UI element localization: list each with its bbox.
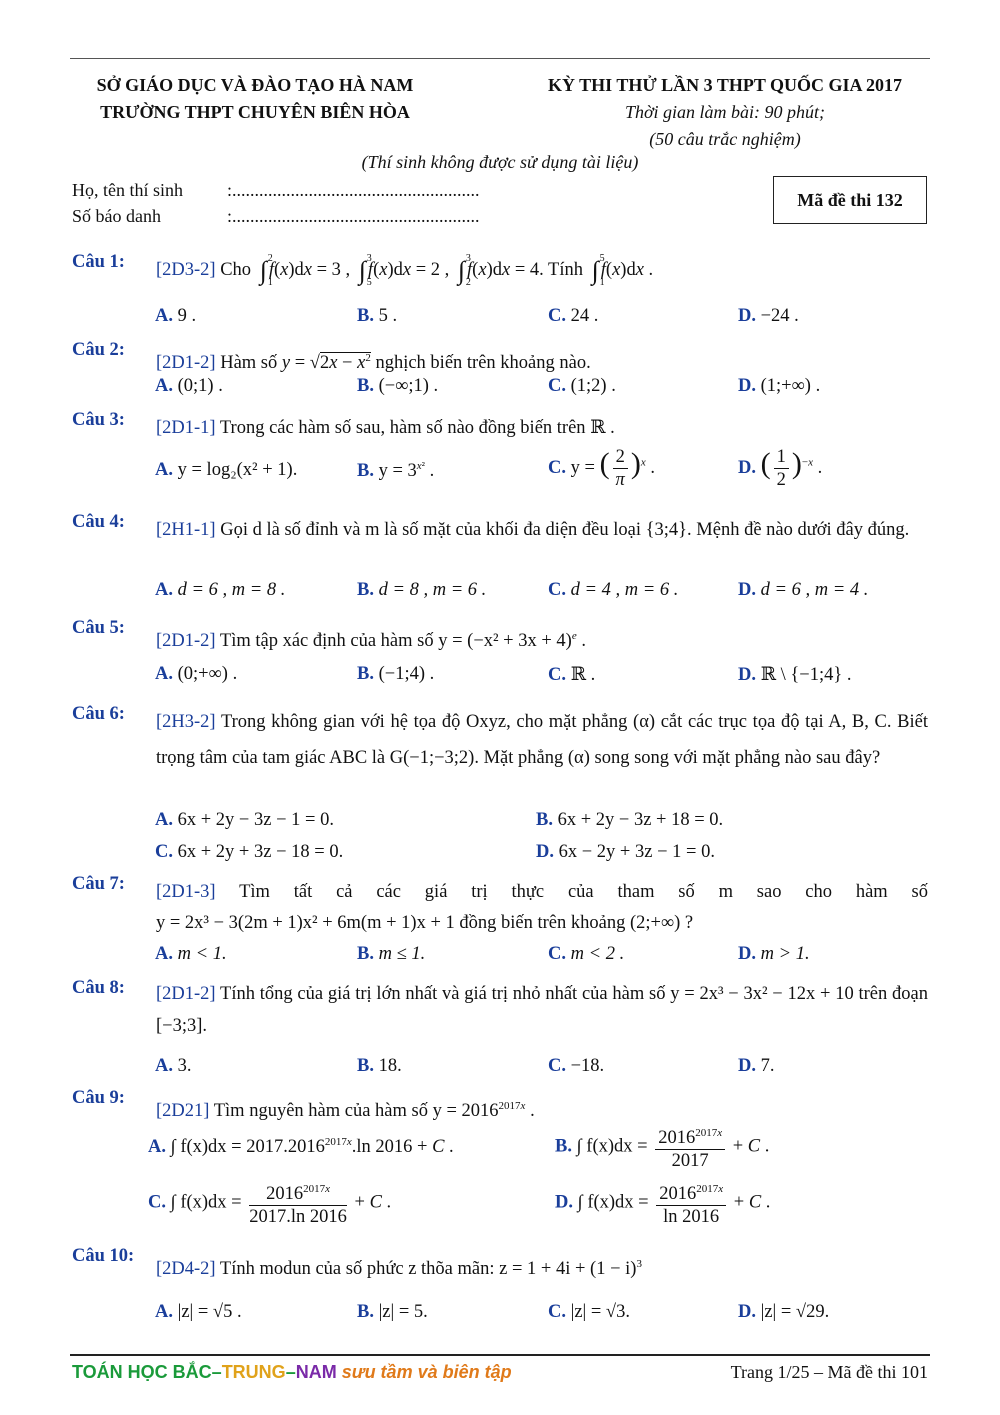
question-3	[72, 410, 928, 446]
candidate-name-dots: :.......................................................	[227, 180, 480, 200]
candidate-id-label: Số báo danh	[72, 206, 161, 226]
answer-8c[interactable]: C. −18.	[548, 1056, 605, 1076]
answer-9d[interactable]: D. ∫ f(x)dx = $\frac{2016^{2017x}}{\ln 2016}$ + C .	[555, 1178, 770, 1228]
brand-dash-2: –	[285, 1362, 296, 1382]
question-line-2: y = 2x³ − 3(2m + 1)x² + 6m(m + 1)x + 1 đồng biến trên khoảng (2;+∞) ?	[156, 913, 694, 933]
answer-7a[interactable]: A. m < 1.	[155, 944, 227, 964]
question-text: Hàm số	[220, 353, 278, 374]
question-text: Tìm tập xác định của hàm số y = (−x² + 3x + 4)	[219, 631, 572, 652]
answer-4c[interactable]: C. d = 4 , m = 6 .	[548, 580, 679, 600]
answer-10c[interactable]: C. |z| = √3.	[548, 1302, 630, 1322]
question-number: Câu 3:	[72, 410, 125, 430]
answer-2d[interactable]: D. (1;+∞) .	[738, 376, 821, 396]
question-9: Câu 9: [2D21] Tìm nguyên hàm của hàm số $y = 2016^{2017x}$ .	[72, 1088, 535, 1122]
question-tag: [2D1-2]	[156, 631, 216, 652]
question-7	[72, 874, 928, 936]
exam-note: (Thí sinh không được sử dụng tài liệu)	[361, 152, 639, 172]
answer-7d[interactable]: D. m > 1.	[738, 944, 810, 964]
answer-1b[interactable]: B. 5 .	[357, 306, 398, 326]
answer-7b[interactable]: B. m ≤ 1.	[357, 944, 426, 964]
question-number: Câu 8:	[72, 978, 125, 998]
question-number: Câu 1:	[72, 252, 125, 272]
question-number: Câu 9:	[72, 1088, 125, 1108]
answer-6d[interactable]: D. 6x − 2y + 3z − 1 = 0.	[536, 842, 715, 862]
answer-10d[interactable]: D. |z| = √29.	[738, 1302, 830, 1322]
question-5: Câu 5: [2D1-2] Tìm tập xác định của hàm số $y = (-x^2 + 3x + 4)^e$ .	[72, 618, 586, 652]
question-tag: [2D4-2]	[156, 1259, 216, 1280]
brand-part-3: NAM	[295, 1362, 337, 1382]
question-number: Câu 7:	[72, 874, 125, 894]
question-text: Tìm tất cả các giá trị thực của tham số m sao cho hàm số	[239, 882, 928, 902]
answer-1d[interactable]: D. −24 .	[738, 306, 799, 326]
answer-7c[interactable]: C. m < 2 .	[548, 944, 625, 964]
candidate-id-dots: :.......................................................	[227, 206, 480, 226]
question-tag: [2D1-2]	[156, 353, 216, 374]
answer-6c[interactable]: C. 6x + 2y + 3z − 18 = 0.	[155, 842, 344, 862]
answer-6a[interactable]: A. 6x + 2y − 3z − 1 = 0.	[155, 810, 334, 830]
exam-header	[520, 72, 930, 153]
answer-2a[interactable]: A. (0;1) .	[155, 376, 223, 396]
brand-dash-1: –	[211, 1362, 222, 1382]
answer-5b[interactable]: B. (−1;4) .	[357, 664, 435, 684]
question-tag: [2D1-3]	[156, 882, 216, 902]
exam-code-box: Mã đề thi 132	[773, 176, 927, 224]
answer-4b[interactable]: B. d = 8 , m = 6 .	[357, 580, 487, 600]
answer-1a[interactable]: A. 9 .	[155, 306, 197, 326]
question-number: Câu 10:	[72, 1246, 135, 1266]
answer-2b[interactable]: B. (−∞;1) .	[357, 376, 439, 396]
integral-1-2: ∫ 2 1	[259, 252, 273, 288]
answer-5d[interactable]: D. ℝ \ {−1;4} .	[738, 665, 852, 685]
candidate-id-field	[72, 206, 480, 227]
question-tag: [2D3-2]	[156, 260, 216, 280]
question-text: Gọi d là số đỉnh và m là số mặt của khối đa diện đều loại {3;4}. Mệnh đề nào dưới đây đúng.	[220, 520, 910, 540]
integral-1-5: ∫ 5 1	[591, 252, 605, 288]
question-number: Câu 4:	[72, 512, 125, 532]
top-rule	[70, 58, 930, 59]
question-text: Tính tổng của giá trị lớn nhất và giá trị nhỏ nhất của hàm số y = 2x³ − 3x² − 12x + 10 trên đoạn [−3;3].	[156, 984, 928, 1036]
answer-9a[interactable]: A. ∫ $f(x)dx = 2017.2016^{2017x}.\ln$ 2016 + C .	[148, 1136, 454, 1158]
question-4	[72, 512, 928, 548]
question-1: Câu 1: [2D3-2] Cho ∫ 2 1 f(x)dx = 3 , ∫ 3 5 f(x)dx = 2 , ∫ 3 2 f(x)dx = 4. Tính ∫ 5 1 f(x)dx .	[72, 252, 654, 288]
answer-3c[interactable]: C. y = ( $\frac{2}{\pi}$ )$^x$ .	[548, 446, 655, 490]
answer-8a[interactable]: A. 3.	[155, 1056, 192, 1076]
answer-8b[interactable]: B. 18.	[357, 1056, 402, 1076]
footer-brand	[72, 1362, 512, 1383]
question-number: Câu 6:	[72, 704, 125, 724]
answer-5c[interactable]: C. ℝ .	[548, 665, 596, 685]
candidate-name-label: Họ, tên thí sinh	[72, 180, 183, 200]
question-text: Tính modun của số phức z thõa mãn: z = 1 + 4i + (1 − i)	[219, 1259, 637, 1280]
brand-part-1: TOÁN HỌC BẮC	[72, 1362, 212, 1382]
answer-6b[interactable]: B. 6x + 2y − 3z + 18 = 0.	[536, 810, 724, 830]
school-name: TRƯỜNG THPT CHUYÊN BIÊN HÒA	[100, 102, 410, 122]
question-tail: nghịch biến trên khoảng nào.	[375, 353, 591, 374]
question-text: Trong các hàm số sau, hàm số nào đồng biến trên ℝ .	[219, 418, 615, 438]
answer-4a[interactable]: A. d = 6 , m = 8 .	[155, 580, 286, 600]
question-tag: [2D21]	[156, 1101, 210, 1122]
answer-10a[interactable]: A. |z| = √5 .	[155, 1302, 242, 1322]
answer-4d[interactable]: D. d = 6 , m = 4 .	[738, 580, 869, 600]
question-tag: [2D1-1]	[156, 418, 216, 438]
question-tail: . Tính	[539, 260, 583, 280]
answer-2c[interactable]: C. (1;2) .	[548, 376, 616, 396]
page-number: Trang 1/25 – Mã đề thi 101	[730, 1362, 928, 1382]
brand-part-4: sưu tầm và biên tập	[336, 1362, 512, 1382]
exam-count: (50 câu trắc nghiệm)	[649, 129, 801, 149]
answer-10b[interactable]: B. |z| = 5.	[357, 1302, 428, 1322]
footer-rule	[70, 1354, 930, 1356]
answer-9b[interactable]: B. ∫ f(x)dx = $\frac{2016^{2017x}}{2017}$ + C .	[555, 1122, 769, 1172]
question-10: Câu 10: [2D4-2] Tính modun của số phức z thõa mãn: $z = 1 + 4i + (1 - i)^3$	[72, 1246, 642, 1280]
exam-title: KỲ THI THỬ LẦN 3 THPT QUỐC GIA 2017	[547, 75, 903, 95]
question-tag: [2D1-2]	[156, 984, 216, 1004]
department-name: SỞ GIÁO DỤC VÀ ĐÀO TẠO HÀ NAM	[96, 75, 414, 95]
question-6	[72, 704, 928, 776]
answer-9c[interactable]: C. ∫ f(x)dx = $\frac{2016^{2017x}}{2017.\ln 2016}$ + C .	[148, 1178, 391, 1228]
question-number: Câu 2:	[72, 340, 125, 360]
question-text: Tìm nguyên hàm của hàm số y = 2016	[213, 1101, 499, 1122]
question-text: Cho	[220, 260, 252, 280]
brand-part-2: TRUNG	[221, 1362, 286, 1382]
answer-3a[interactable]: A. y = log₂(x² + 1).	[155, 460, 298, 480]
answer-8d[interactable]: D. 7.	[738, 1056, 775, 1076]
question-tag: [2H3-2]	[156, 712, 216, 732]
answer-3d[interactable]: D. ( $\frac{1}{2}$ )$^{-x}$ .	[738, 446, 823, 490]
question-text: Trong không gian với hệ tọa độ Oxyz, cho mặt phẳng (α) cắt các trục tọa độ tại A, B, C. Biết trọng tâm của tam giác ABC là G(−1;−3;2). Mặt phẳng (α) song song với mặt phẳng nào sau đây?	[156, 712, 929, 768]
question-2: Câu 2: [2D1-2] Hàm số $y = √2x - x^2$ nghịch biến trên khoảng nào.	[72, 340, 591, 374]
integral-2-3: ∫ 3 2	[457, 252, 471, 288]
answer-3b[interactable]: B. $y = 3^{x^2}$ .	[357, 460, 435, 482]
school-header	[70, 72, 440, 126]
answer-1c[interactable]: C. 24 .	[548, 306, 599, 326]
question-8	[72, 978, 928, 1042]
question-number: Câu 5:	[72, 618, 125, 638]
question-tag: [2H1-1]	[156, 520, 216, 540]
exam-time: Thời gian làm bài: 90 phút;	[624, 102, 826, 122]
integral-5-3: ∫ 3 5	[358, 252, 372, 288]
answer-5a[interactable]: A. (0;+∞) .	[155, 664, 238, 684]
candidate-name-field	[72, 180, 480, 201]
